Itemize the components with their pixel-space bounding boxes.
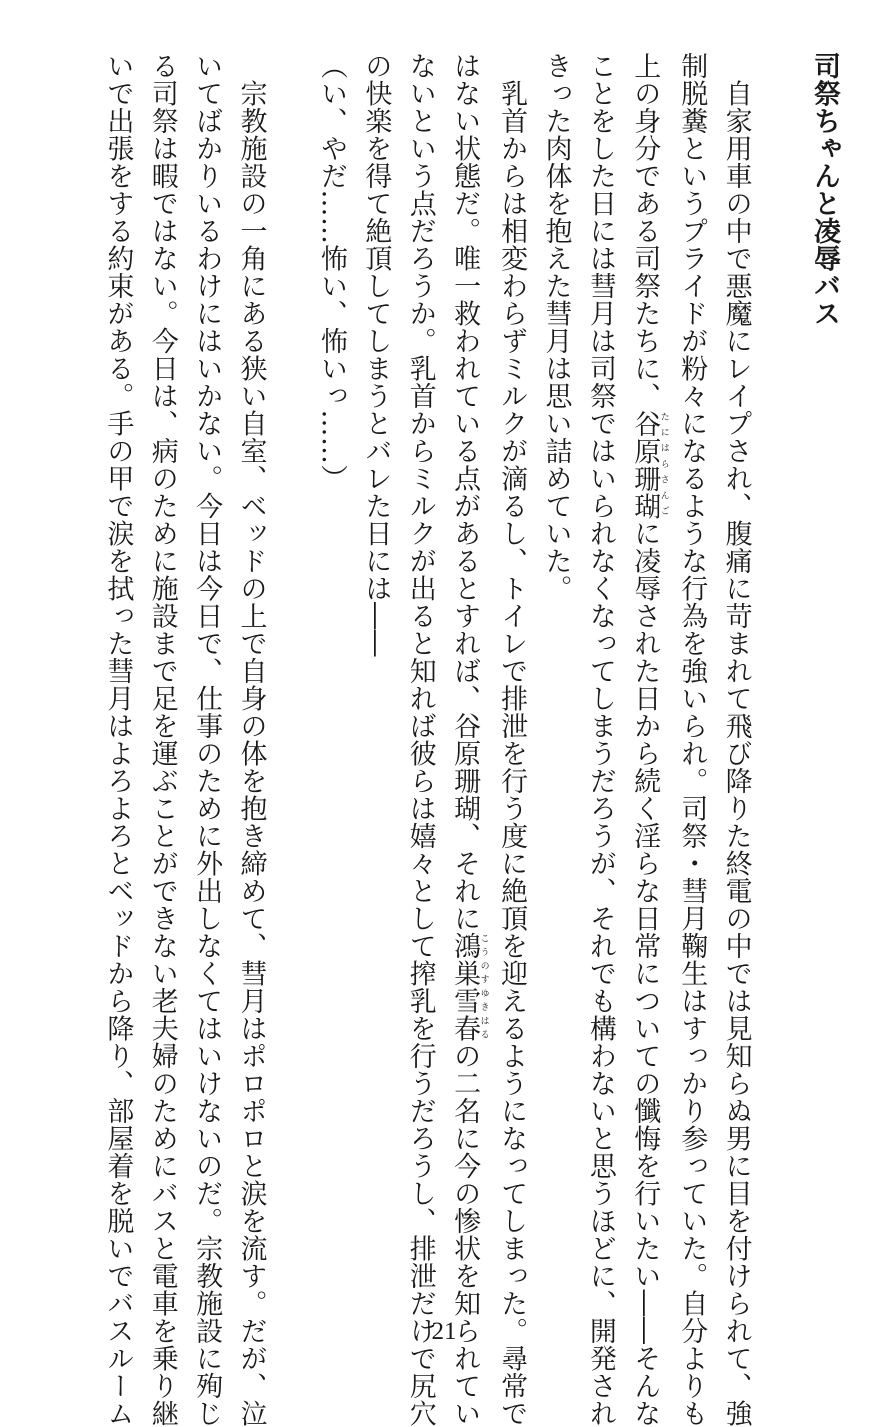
ruby-reading: たにはらさんご	[659, 410, 669, 520]
text-column: の快楽を得て絶頂してしまうとバレた日には――	[353, 52, 397, 1314]
vertical-text-block	[95, 52, 846, 1314]
text-segment: はない状態だ。唯一救われている点があるとすれば、谷原珊瑚、それに	[449, 52, 480, 932]
ruby-kounosu	[449, 932, 480, 1042]
ruby-tanihara	[629, 410, 660, 520]
text-column: ないという点だろうか。乳首からミルクが出ると知れば彼らは嬉々として搾乳を行うだろうし、排泄だけで尻穴	[397, 52, 441, 1314]
text-column: いてばかりいるわけにはいかない。今日は今日で、仕事のために外出しなくてはいけないのだ。宗教施設に殉じ	[184, 52, 228, 1314]
text-column	[622, 52, 669, 1314]
text-column: 制脱糞というプライドが粉々になるような行為を強いられ。司祭・彗月鞠生はすっかり参っていた。自分よりも	[669, 52, 713, 1314]
page-number: 21	[0, 1318, 888, 1346]
text-segment: に凌辱された日から続く淫らな日常についての懺悔を行いたい――そんな	[629, 520, 660, 1427]
text-column: いで出張をする約束がある。手の甲で涙を拭った彗月はよろよろとベッドから降り、部屋着を脱いでバスルーム	[95, 52, 139, 1314]
ruby-reading: こうのすゆきはる	[479, 932, 489, 1042]
text-column: きった肉体を抱えた彗月は思い詰めていた。	[533, 52, 577, 1314]
text-column: 自家用車の中で悪魔にレイプされ、腹痛に苛まれて飛び降りた終電の中では見知らぬ男に目を付けられて、強	[713, 52, 757, 1314]
inner-thought-line: （い、やだ……怖い、怖いっ……）	[309, 52, 353, 1314]
text-column	[442, 52, 489, 1314]
ruby-base: 谷原珊瑚	[629, 410, 660, 520]
text-column: る司祭は暇ではない。今日は、病のために施設まで足を運ぶことができない老夫婦のためにバスと電車を乗り継	[139, 52, 183, 1314]
text-segment: の二名に今の惨状を知られてい	[449, 1042, 480, 1427]
text-column: 宗教施設の一角にある狭い自室、ベッドの上で自身の体を抱き締めて、彗月はポロポロと涙を流す。だが、泣	[228, 52, 272, 1314]
ruby-base: 鴻巣雪春	[449, 932, 480, 1042]
text-column: 乳首からは相変わらずミルクが滴るし、トイレで排泄を行う度に絶頂を迎えるようになってしまった。尋常で	[489, 52, 533, 1314]
text-segment: 上の身分である司祭たちに、	[629, 52, 660, 410]
text-column: ことをした日には彗月は司祭ではいられなくなってしまうだろうが、それでも構わないと思うほどに、開発され	[577, 52, 621, 1314]
chapter-title: 司祭ちゃんと凌辱バス	[802, 52, 846, 1314]
